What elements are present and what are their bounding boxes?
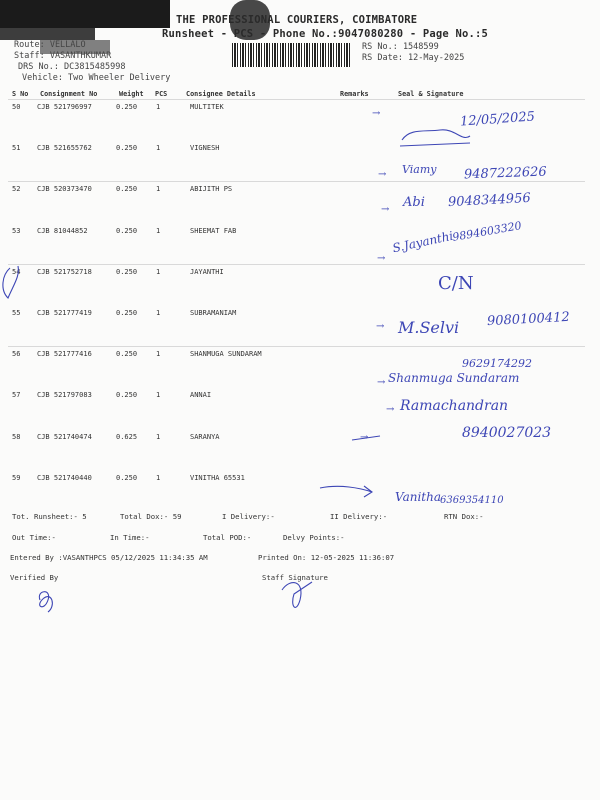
row59-phone: 6369354110 xyxy=(440,495,504,506)
table-row xyxy=(0,471,600,511)
row-weight: 0.250 xyxy=(116,391,138,400)
row-weight: 0.250 xyxy=(116,185,138,194)
runsheet-title: Runsheet - PCS - Phone No.:9047080280 - Page No.:5 xyxy=(162,28,489,40)
row-consignment-no: CJB 521740474 xyxy=(37,432,92,441)
row55-signature-name: M.Selvi xyxy=(398,318,460,337)
tick-50: → xyxy=(372,108,381,119)
staff-sign xyxy=(282,582,312,607)
col-pcs: PCS xyxy=(155,90,168,98)
tick-53: → xyxy=(377,253,386,264)
row-weight: 0.250 xyxy=(116,267,138,276)
staff-label: Staff: VASANTHKUMAR xyxy=(14,51,112,61)
staff-signature: Staff Signature xyxy=(262,573,328,582)
tick-57: → xyxy=(386,404,395,415)
tick-55: → xyxy=(376,321,385,332)
col-weight: Weight xyxy=(119,90,144,98)
row-sno: 59 xyxy=(12,473,21,482)
i-delivery: I Delivery:- xyxy=(222,512,275,521)
col-sno: S No xyxy=(12,90,29,98)
row-consignment-no: CJB 521655762 xyxy=(37,144,92,153)
row-pcs: 1 xyxy=(156,226,161,235)
row-weight: 0.625 xyxy=(116,432,138,441)
col-seal-signature: Seal & Signature xyxy=(398,90,464,98)
tick-51: → xyxy=(378,169,387,180)
row-sno: 52 xyxy=(12,185,21,194)
row-consignee: VINITHA 65531 xyxy=(190,473,245,482)
row-consignment-no: CJB 520373470 xyxy=(37,185,92,194)
row-consignment-no: CJB 521777419 xyxy=(37,309,92,317)
table-row xyxy=(0,388,600,428)
row58-phone: 8940027023 xyxy=(462,425,552,441)
ii-delivery: II Delivery:- xyxy=(330,512,388,521)
row-sno: 54 xyxy=(12,267,21,276)
row-consignment-no: CJB 81044852 xyxy=(37,226,88,235)
row-consignment-no: CJB 521752718 xyxy=(37,267,92,276)
row-pcs: 1 xyxy=(156,432,161,441)
row51-signature-name: Viamy xyxy=(402,163,437,176)
row55-phone: 9080100412 xyxy=(486,309,571,330)
row-sno: 50 xyxy=(12,103,21,111)
row52-phone: 9048344956 xyxy=(447,190,532,211)
entered-by: Entered By :VASANTHPCS 05/12/2025 11:34:35 AM xyxy=(10,553,208,562)
col-consignee: Consignee Details xyxy=(186,90,256,98)
row-consignee: SUBRAMANIAM xyxy=(190,309,237,317)
row-consignee: SARANYA xyxy=(190,432,220,441)
row-consignee: ANNAI xyxy=(190,391,212,400)
total-pod: Total POD:- xyxy=(203,533,252,542)
row-pcs: 1 xyxy=(156,350,161,359)
row-sno: 56 xyxy=(12,350,21,359)
row-consignment-no: CJB 521740440 xyxy=(37,473,92,482)
row-pcs: 1 xyxy=(156,391,161,400)
verified-by: Verified By xyxy=(10,573,59,582)
rs-number: RS No.: 1548599 xyxy=(362,42,439,52)
delvy-points: Delvy Points:- xyxy=(283,533,345,542)
drs-number: DRS No.: DC3815485998 xyxy=(18,62,126,72)
col-consignment: Consignment No xyxy=(40,90,98,98)
tick-56: → xyxy=(377,377,386,388)
scan-shadow-strip xyxy=(0,28,95,40)
row-sno: 57 xyxy=(12,391,21,400)
rs-date: RS Date: 12-May-2025 xyxy=(362,53,465,63)
route-label: Route: VELLALO xyxy=(14,40,86,50)
row59-signature-name: Vanitha xyxy=(395,490,441,504)
tick-58: → xyxy=(360,432,369,443)
row-divider xyxy=(8,346,585,347)
row56-signature-name: Shanmuga Sundaram xyxy=(388,371,520,385)
row-consignee: VIGNESH xyxy=(190,144,220,153)
row-consignee: SHEEMAT FAB xyxy=(190,226,237,235)
row-sno: 58 xyxy=(12,432,21,441)
row-pcs: 1 xyxy=(156,267,161,276)
row-weight: 0.250 xyxy=(116,350,138,359)
row-consignee: JAYANTHI xyxy=(190,267,224,276)
vehicle-label: Vehicle: Two Wheeler Delivery xyxy=(22,73,171,83)
barcode xyxy=(232,43,350,67)
row-weight: 0.250 xyxy=(116,309,138,317)
row-pcs: 1 xyxy=(156,309,161,317)
row53-signature-name: S.Jayanthi xyxy=(391,228,455,256)
row56-phone: 9629174292 xyxy=(462,357,532,370)
scan-shadow-top-left xyxy=(0,0,170,28)
tot-runsheet: Tot. Runsheet:- 5 xyxy=(12,512,87,521)
printed-on: Printed On: 12-05-2025 11:36:07 xyxy=(258,553,395,562)
row-consignee: ABIJITH PS xyxy=(190,185,233,194)
rtn-dox: RTN Dox:- xyxy=(444,512,484,521)
row-weight: 0.250 xyxy=(116,144,138,153)
row-divider xyxy=(8,181,585,182)
row52-signature-name: Abi xyxy=(403,195,425,210)
col-remarks: Remarks xyxy=(340,90,369,98)
row-consignment-no: CJB 521796997 xyxy=(37,103,92,111)
row-pcs: 1 xyxy=(156,144,161,153)
out-time: Out Time:- xyxy=(12,533,56,542)
row-consignment-no: CJB 521777416 xyxy=(37,350,92,359)
row51-phone: 9487222626 xyxy=(463,164,547,183)
table-row xyxy=(0,265,600,305)
row-weight: 0.250 xyxy=(116,473,138,482)
row-divider xyxy=(8,264,585,265)
row-sno: 53 xyxy=(12,226,21,235)
company-title: THE PROFESSIONAL COURIERS, COIMBATORE xyxy=(176,14,418,26)
row-consignee: MULTITEK xyxy=(190,103,224,111)
row-pcs: 1 xyxy=(156,473,161,482)
row50-signature: 12/05/2025 xyxy=(459,109,536,130)
row-sno: 55 xyxy=(12,309,21,317)
row-pcs: 1 xyxy=(156,103,161,111)
tick-52: → xyxy=(381,204,390,215)
row-consignee: SHANMUGA SUNDARAM xyxy=(190,350,262,359)
in-time: In Time:- xyxy=(110,533,150,542)
row-weight: 0.250 xyxy=(116,103,138,111)
row-pcs: 1 xyxy=(156,185,161,194)
row54-cn-mark: C/N xyxy=(438,273,474,294)
verified-sign xyxy=(39,592,52,612)
row53-phone: 9894603320 xyxy=(451,219,523,244)
row-sno: 51 xyxy=(12,144,21,153)
row-weight: 0.250 xyxy=(116,226,138,235)
total-dox: Total Dox:- 59 xyxy=(120,512,182,521)
row-consignment-no: CJB 521797083 xyxy=(37,391,92,400)
row57-signature-name: Ramachandran xyxy=(400,398,509,414)
